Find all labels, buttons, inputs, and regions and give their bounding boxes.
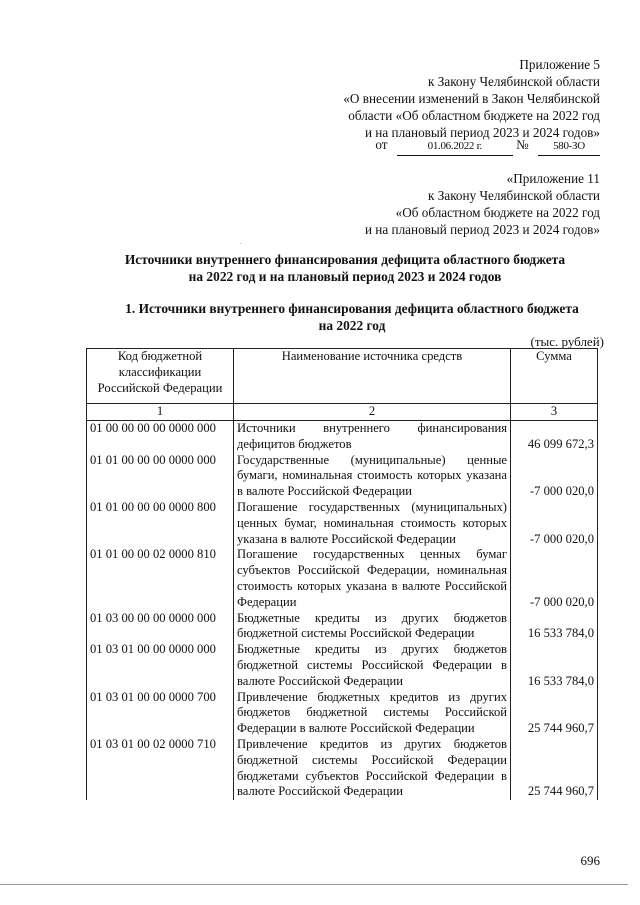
appendix-11-line-2: к Закону Челябинской области <box>428 188 600 203</box>
row-name: Привлечение бюджетных кредитов из других бюджетов бюджетной системы Российской Федерации в валюте Российской Федерации <box>234 690 511 737</box>
page-number: 696 <box>580 853 600 868</box>
appendix-11-header <box>365 170 600 238</box>
row-code: 01 01 00 00 00 0000 800 <box>87 500 234 547</box>
appendix-5-line-2: к Закону Челябинской области <box>428 74 600 89</box>
appendix-11-line-4: и на плановый период 2023 и 2024 годов» <box>364 222 600 237</box>
footer-divider <box>0 884 628 885</box>
law-date-number-line <box>375 136 600 156</box>
row-name: Привлечение кредитов из других бюджетов бюджетной системы Российской Федерации бюджетами субъектов Российской Федерации в валюте Российской Федерации <box>234 737 511 800</box>
row-code: 01 00 00 00 00 0000 000 <box>87 421 234 453</box>
from-label: от <box>375 137 388 152</box>
appendix-5-line-3: «О внесении изменений в Закон Челябинской <box>343 91 600 106</box>
section-heading-line-1: 1. Источники внутреннего финансирования дефицита областного бюджета <box>125 301 579 316</box>
law-number: 580-ЗО <box>538 138 600 156</box>
table-row <box>87 500 598 547</box>
appendix-11-line-3: «Об областном бюджете на 2022 год <box>395 205 600 220</box>
column-number-row <box>87 404 598 421</box>
number-sign: № <box>516 137 529 152</box>
row-sum: 16 533 784,0 <box>511 611 598 643</box>
row-code: 01 01 00 00 00 0000 000 <box>87 453 234 500</box>
row-sum: 25 744 960,7 <box>511 737 598 800</box>
law-date: 01.06.2022 г. <box>397 138 513 156</box>
table-row <box>87 453 598 500</box>
budget-sources-table <box>86 348 598 800</box>
units-note: (тыс. рублей) <box>530 334 604 349</box>
row-sum: 46 099 672,3 <box>511 421 598 453</box>
row-name: Государственные (муниципальные) ценные бумаги, номинальная стоимость которых указана в валюте Российской Федерации <box>234 453 511 500</box>
appendix-5-line-5: и на плановый период 2023 и 2024 годов» <box>364 125 600 140</box>
row-sum: -7 000 020,0 <box>511 500 598 547</box>
document-title-line-2: на 2022 год и на плановый период 2023 и 2024 годов <box>188 269 502 284</box>
appendix-5-line-1: Приложение 5 <box>519 57 600 72</box>
section-heading-line-2: на 2022 год <box>318 318 386 333</box>
appendix-5-line-4: области «Об областном бюджете на 2022 год <box>348 108 600 123</box>
column-number-2: 2 <box>234 404 511 421</box>
column-number-3: 3 <box>511 404 598 421</box>
appendix-5-header <box>343 56 600 141</box>
appendix-11-line-1: «Приложение 11 <box>506 171 600 186</box>
table-row <box>87 642 598 689</box>
table-row <box>87 737 598 800</box>
row-name: Бюджетные кредиты из других бюджетов бюджетной системы Российской Федерации в валюте Российской Федерации <box>234 642 511 689</box>
scan-speck <box>240 243 241 244</box>
table-header-row <box>87 349 598 404</box>
row-code: 01 03 00 00 00 0000 000 <box>87 611 234 643</box>
row-code: 01 03 01 00 00 0000 000 <box>87 642 234 689</box>
row-name: Бюджетные кредиты из других бюджетов бюджетной системы Российской Федерации <box>234 611 511 643</box>
section-heading <box>92 300 612 334</box>
header-sum: Сумма <box>511 349 598 404</box>
row-name: Источники внутреннего финансирования дефицитов бюджетов <box>234 421 511 453</box>
table-row <box>87 690 598 737</box>
column-number-1: 1 <box>87 404 234 421</box>
row-sum: 16 533 784,0 <box>511 642 598 689</box>
row-code: 01 01 00 00 02 0000 810 <box>87 547 234 610</box>
table-row <box>87 547 598 610</box>
row-name: Погашение государственных (муниципальных) ценных бумаг, номинальная стоимость которых указана в валюте Российской Федерации <box>234 500 511 547</box>
row-sum: 25 744 960,7 <box>511 690 598 737</box>
header-name: Наименование источника средств <box>234 349 511 404</box>
document-title <box>60 251 630 285</box>
document-title-line-1: Источники внутреннего финансирования дефицита областного бюджета <box>124 252 566 267</box>
row-code: 01 03 01 00 02 0000 710 <box>87 737 234 800</box>
table-row <box>87 611 598 643</box>
row-sum: -7 000 020,0 <box>511 547 598 610</box>
row-sum: -7 000 020,0 <box>511 453 598 500</box>
row-code: 01 03 01 00 00 0000 700 <box>87 690 234 737</box>
table-row <box>87 421 598 453</box>
header-code: Код бюджетной классификации Российской Федерации <box>87 349 234 404</box>
row-name: Погашение государственных ценных бумаг субъектов Российской Федерации, номинальная стоимость которых указана в валюте Российской Федерации <box>234 547 511 610</box>
